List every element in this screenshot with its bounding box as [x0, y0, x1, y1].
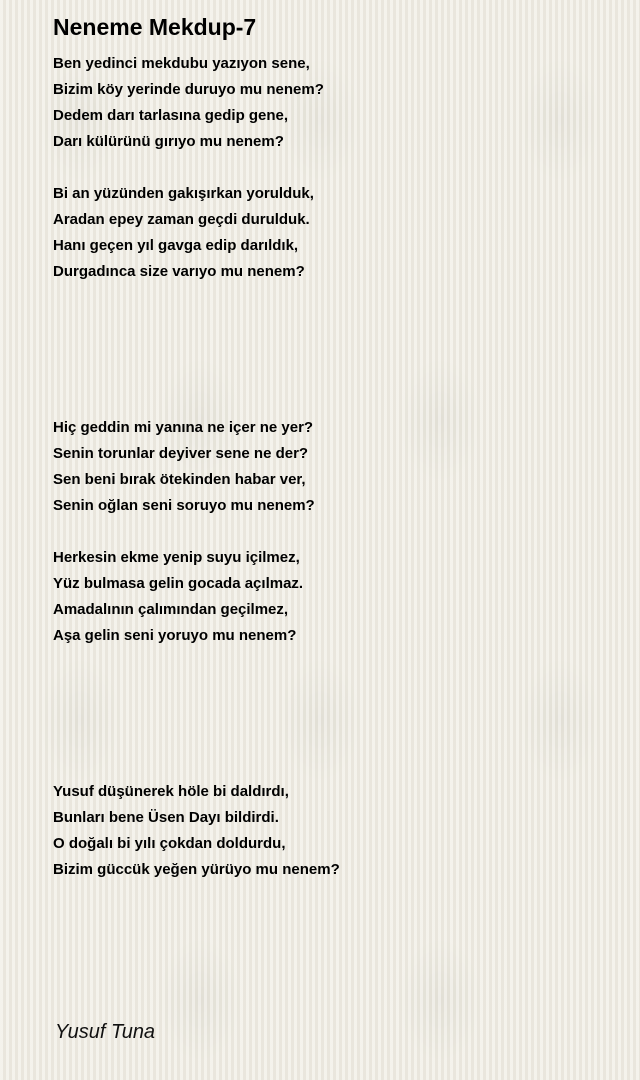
poem-title: Neneme Mekdup-7	[53, 14, 257, 40]
poem-line: Amadalının çalımından geçilmez,	[53, 601, 289, 618]
poem-line: Senin torunlar deyiver sene ne der?	[53, 445, 309, 462]
poem-line: Aşa gelin seni yoruyo mu nenem?	[53, 627, 297, 644]
stanza-1	[53, 51, 613, 155]
poem-line: Bunları bene Üsen Dayı bildirdi.	[53, 809, 279, 826]
poem-line: Bizim köy yerinde duruyo mu nenem?	[53, 81, 324, 98]
stanza-4	[53, 545, 613, 649]
stanza-5	[53, 779, 613, 883]
stanza-gap	[53, 285, 613, 415]
stanza-gap	[53, 649, 613, 779]
poem-line: Yüz bulmasa gelin gocada açılmaz.	[53, 575, 304, 592]
poem-line: Dedem darı tarlasına gedip gene,	[53, 107, 289, 124]
poem-line: Durgadınca size varıyo mu nenem?	[53, 263, 305, 280]
poem-author: Yusuf Tuna	[55, 1021, 156, 1043]
poem-line: Darı külürünü gırıyo mu nenem?	[53, 133, 284, 150]
poem-line: Herkesin ekme yenip suyu içilmez,	[53, 549, 300, 566]
poem-line: Aradan epey zaman geçdi durulduk.	[53, 211, 310, 228]
poem-line: Yusuf düşünerek höle bi daldırdı,	[53, 783, 289, 800]
poem-line: Bizim güccük yeğen yürüyo mu nenem?	[53, 861, 340, 878]
stanza-gap	[53, 155, 613, 181]
poem-line: Ben yedinci mekdubu yazıyon sene,	[53, 55, 310, 72]
poem-line: O doğalı bi yılı çokdan doldurdu,	[53, 835, 286, 852]
poem-line: Sen beni bırak ötekinden habar ver,	[53, 471, 306, 488]
poem-line: Hiç geddin mi yanına ne içer ne yer?	[53, 419, 314, 436]
stanza-gap	[53, 519, 613, 545]
poem-line: Senin oğlan seni soruyo mu nenem?	[53, 497, 315, 514]
stanza-3	[53, 415, 613, 519]
poem-line: Bi an yüzünden gakışırkan yorulduk,	[53, 185, 314, 202]
poem-body	[53, 51, 613, 883]
poem-line: Hanı geçen yıl gavga edip darıldık,	[53, 237, 299, 254]
stanza-2	[53, 181, 613, 285]
